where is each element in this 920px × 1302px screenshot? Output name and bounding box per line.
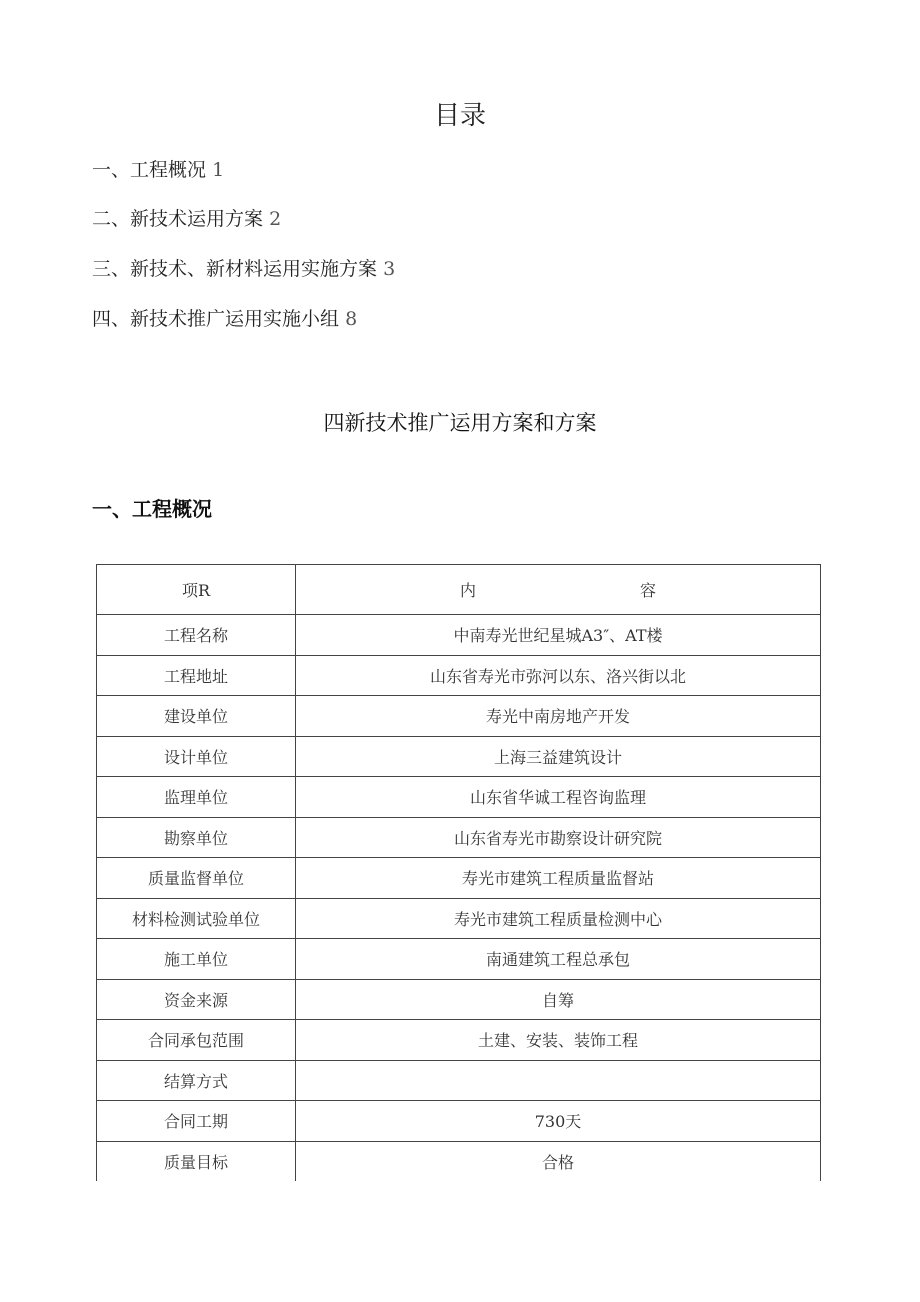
row-content-cell: 寿光市建筑工程质量监督站 (296, 858, 821, 899)
table-row (97, 979, 821, 1020)
toc-item-label: 一、工程概况 (92, 159, 207, 181)
row-item-cell: 勘察单位 (97, 817, 296, 858)
row-item-cell: 合同工期 (97, 1101, 296, 1142)
toc-item-page: 8 (345, 308, 358, 330)
toc-item[interactable] (92, 206, 281, 232)
row-content-cell: 自筹 (296, 979, 821, 1020)
row-content-cell: 土建、安装、装饰工程 (296, 1020, 821, 1061)
toc-item[interactable] (92, 157, 224, 183)
table-header-row (97, 565, 821, 615)
row-item-cell: 结算方式 (97, 1060, 296, 1101)
row-content-cell: 南通建筑工程总承包 (296, 939, 821, 980)
row-item-cell: 建设单位 (97, 696, 296, 737)
header-content-char-1: 内 (460, 581, 556, 600)
row-content-cell: 寿光中南房地产开发 (296, 696, 821, 737)
table-row (97, 777, 821, 818)
toc-item-page: 2 (269, 208, 282, 230)
table-row (97, 655, 821, 696)
toc-item-page: 3 (383, 258, 396, 280)
table-row (97, 939, 821, 980)
row-item-cell: 资金来源 (97, 979, 296, 1020)
row-content-cell: 合格 (296, 1141, 821, 1181)
header-content-char-2: 容 (639, 581, 656, 600)
row-content-cell (296, 1060, 821, 1101)
table-row (97, 1060, 821, 1101)
row-item-cell: 工程名称 (97, 615, 296, 656)
toc-item-label: 四、新技术推广运用实施小组 (92, 308, 340, 330)
table-row (97, 736, 821, 777)
row-item-cell: 合同承包范围 (97, 1020, 296, 1061)
row-item-cell: 工程地址 (97, 655, 296, 696)
table-row (97, 1101, 821, 1142)
row-item-cell: 施工单位 (97, 939, 296, 980)
header-cell-item: 项R (97, 565, 296, 615)
row-content-cell: 山东省寿光市勘察设计研究院 (296, 817, 821, 858)
section-heading: 一、工程概况 (92, 497, 212, 521)
table-row (97, 817, 821, 858)
row-item-cell: 材料检测试验单位 (97, 898, 296, 939)
row-content-cell: 山东省寿光市弥河以东、洛兴街以北 (296, 655, 821, 696)
header-content-label (460, 578, 656, 601)
table-row (97, 1141, 821, 1181)
header-cell-content (296, 565, 821, 615)
table-row (97, 898, 821, 939)
row-item-cell: 监理单位 (97, 777, 296, 818)
row-item-cell: 质量目标 (97, 1141, 296, 1181)
toc-item[interactable] (92, 256, 395, 282)
toc-title: 目录 (433, 101, 486, 131)
row-item-cell: 质量监督单位 (97, 858, 296, 899)
toc-item-label: 三、新技术、新材料运用实施方案 (92, 258, 378, 280)
table-row (97, 696, 821, 737)
table-row (97, 1020, 821, 1061)
row-content-cell: 寿光市建筑工程质量检测中心 (296, 898, 821, 939)
row-item-cell: 设计单位 (97, 736, 296, 777)
table-row (97, 615, 821, 656)
row-content-cell: 中南寿光世纪星城A3″、AT楼 (296, 615, 821, 656)
row-content-cell: 730天 (296, 1101, 821, 1142)
toc-item[interactable] (92, 306, 357, 332)
project-overview-table (96, 564, 821, 1181)
document-title: 四新技术推广运用方案和方案 (323, 411, 597, 435)
toc-item-page: 1 (212, 159, 225, 181)
toc-item-label: 二、新技术运用方案 (92, 208, 264, 230)
table-row (97, 858, 821, 899)
row-content-cell: 山东省华诚工程咨询监理 (296, 777, 821, 818)
row-content-cell: 上海三益建筑设计 (296, 736, 821, 777)
